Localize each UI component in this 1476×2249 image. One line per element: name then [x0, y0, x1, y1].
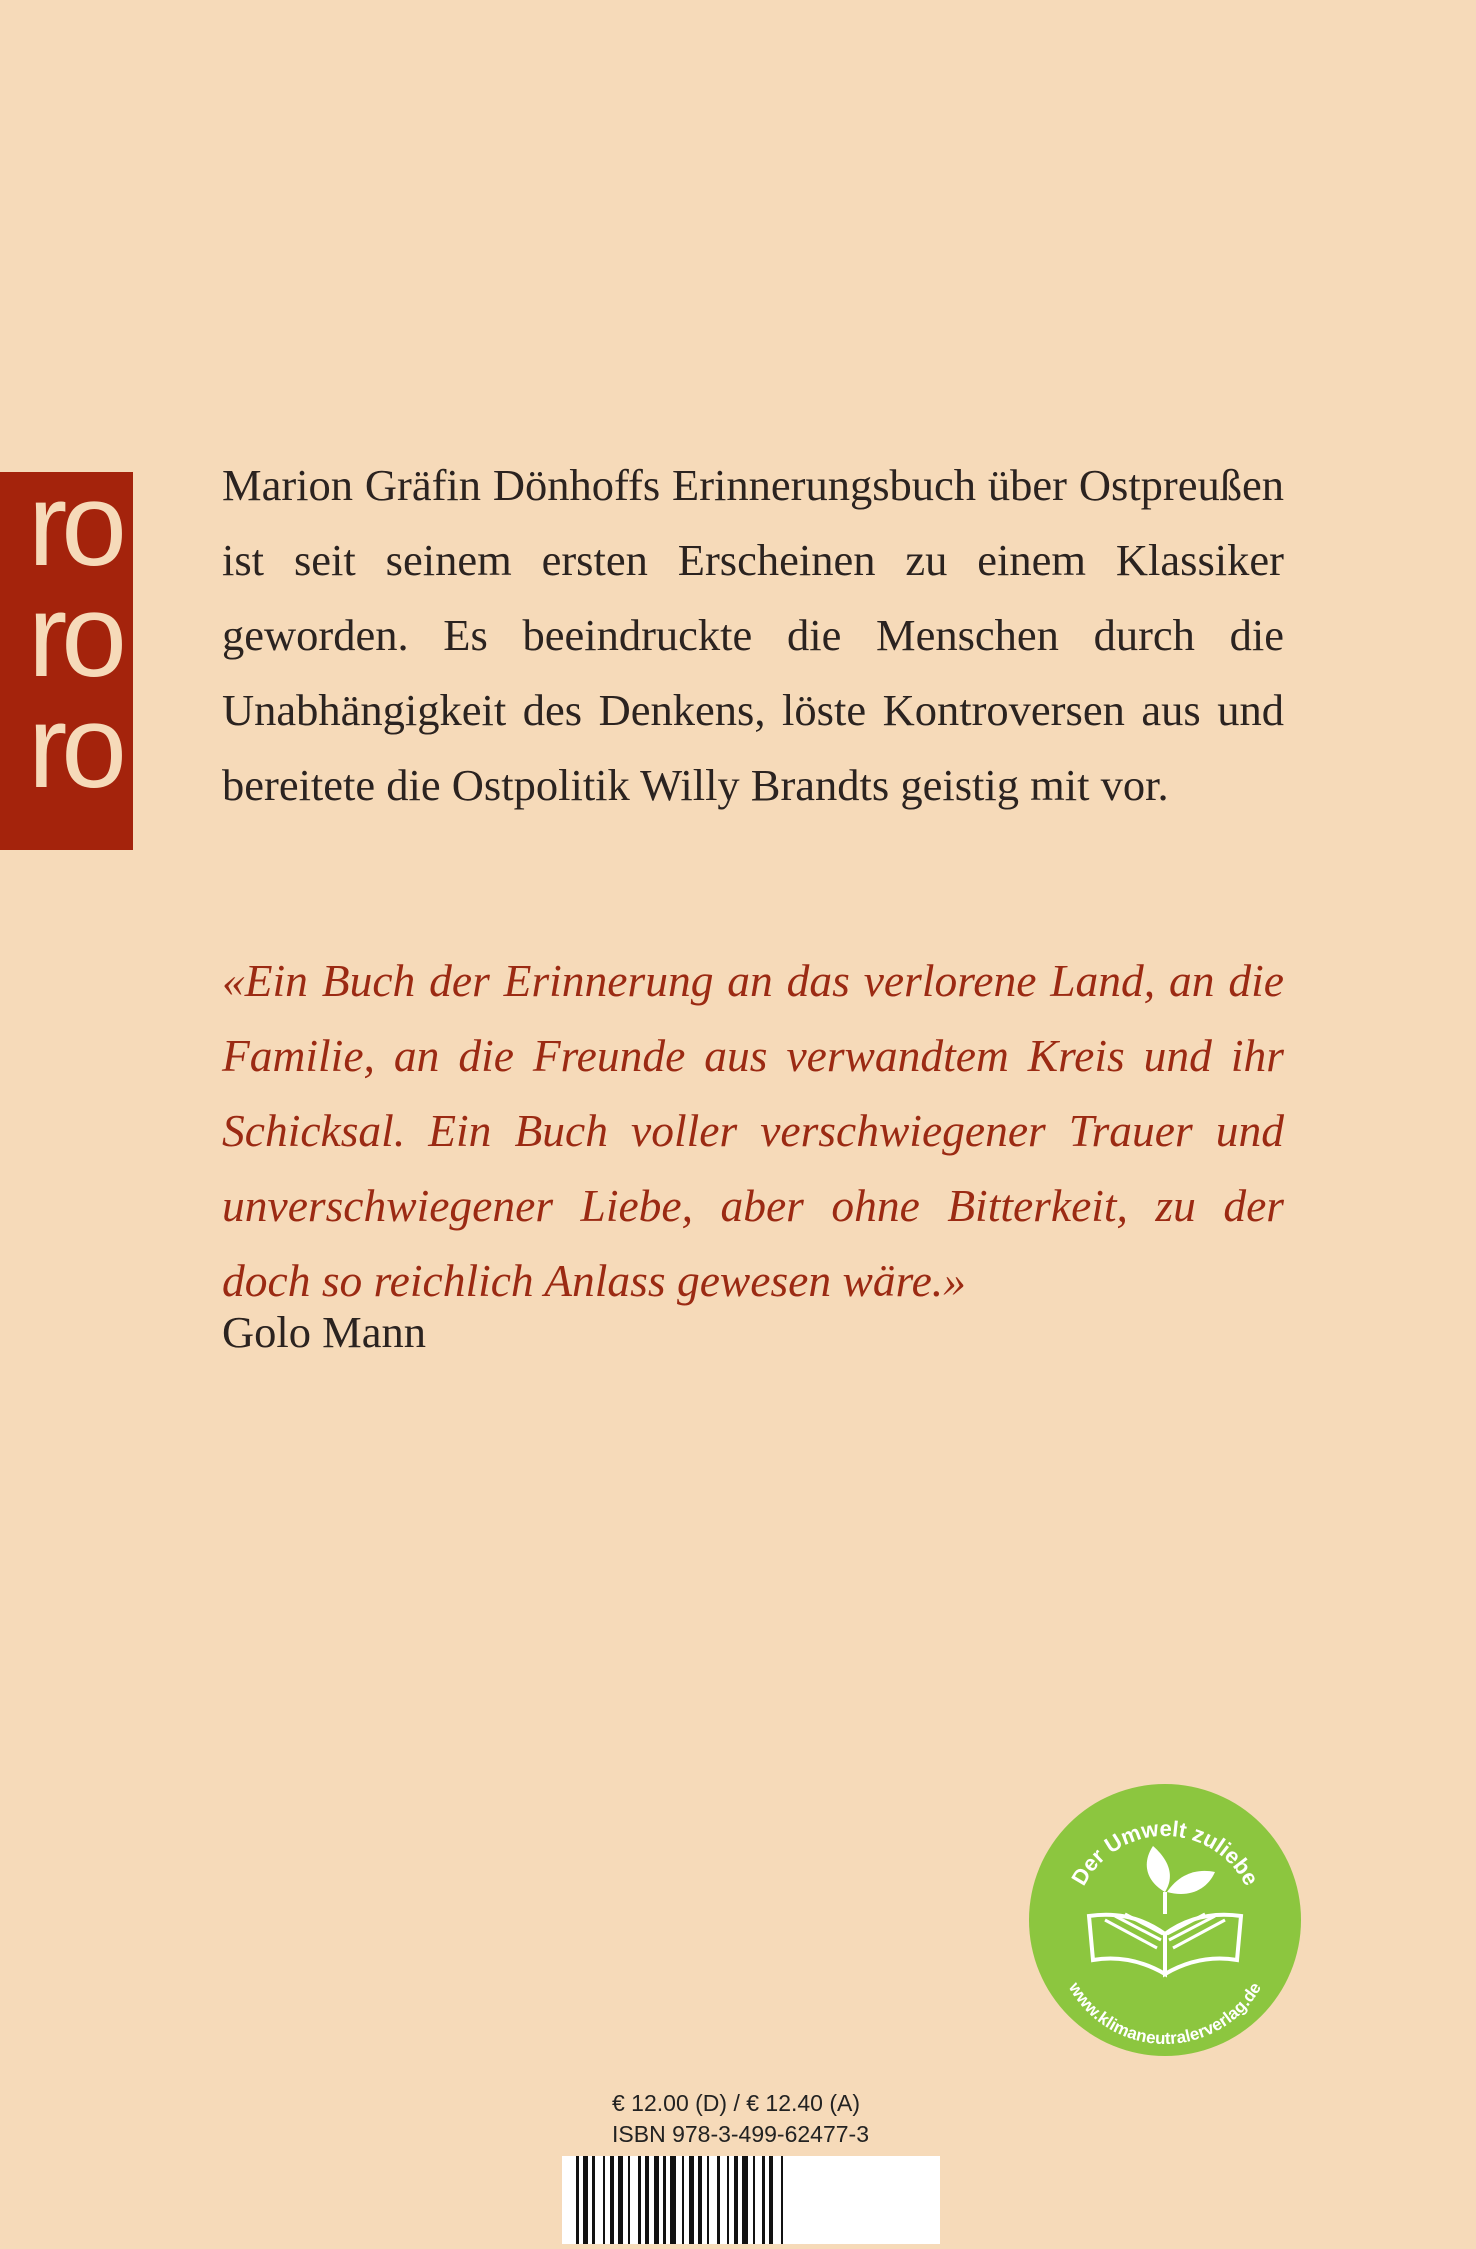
rororo-logo — [0, 472, 133, 850]
badge-graphic — [1029, 1784, 1301, 2056]
barcode-bar — [592, 2156, 595, 2244]
barcode-bar — [698, 2156, 702, 2244]
barcode-bar — [682, 2156, 684, 2244]
barcode-bar — [645, 2156, 649, 2244]
logo-line-1: ro — [28, 472, 121, 591]
barcode-bar — [742, 2156, 748, 2244]
barcode-bar — [689, 2156, 694, 2244]
barcode-bar — [781, 2156, 783, 2244]
quote-author: Golo Mann — [222, 1307, 426, 1357]
barcode-bar — [576, 2156, 579, 2244]
barcode-bar — [654, 2156, 659, 2244]
barcode-bar — [610, 2156, 614, 2244]
barcode-bar — [603, 2156, 605, 2244]
barcode-bar — [618, 2156, 623, 2244]
barcode-bar — [670, 2156, 676, 2244]
barcode — [562, 2156, 940, 2244]
review-quote: «Ein Buch der Erinnerung an das verlorene Land, an die Familie, an die Freunde aus verwandtem Kreis und ihr Schicksal. Ein Buch voller verschwiegener Trauer und unverschwiegener Liebe, aber ohne Bitterkeit, zu der doch so reichlich Anlass gewesen wäre.» — [222, 955, 1284, 1306]
barcode-bar — [727, 2156, 729, 2244]
barcode-bar — [663, 2156, 666, 2244]
price-label: € 12.00 (D) / € 12.40 (A) — [612, 2090, 861, 2116]
barcode-bar — [717, 2156, 720, 2244]
barcode-graphic — [562, 2156, 940, 2244]
barcode-bar — [769, 2156, 773, 2244]
logo-line-3: ro — [28, 681, 121, 813]
badge-top-text: Der Umwelt zuliebe — [1066, 1815, 1264, 1890]
barcode-bar — [583, 2156, 588, 2244]
barcode-bar — [707, 2156, 709, 2244]
climate-neutral-badge — [1029, 1784, 1301, 2056]
barcode-bar — [762, 2156, 765, 2244]
barcode-bar — [628, 2156, 630, 2244]
barcode-bar — [734, 2156, 738, 2244]
badge-bottom-text: www.klimaneutralerverlag.de — [1065, 1979, 1265, 2049]
barcode-bar — [638, 2156, 641, 2244]
book-blurb: Marion Gräfin Dönhoffs Erinnerungsbuch über Ostpreußen ist seit seinem ersten Erscheinen zu einem Klassiker geworden. Es beeindruckte die Menschen durch die Unabhängigkeit des Denkens, löste Kontroversen aus und bereitete die Ostpolitik Willy Brandts geistig mit vor. — [222, 460, 1284, 810]
barcode-bar — [753, 2156, 755, 2244]
isbn-label: ISBN 978-3-499-62477-3 — [612, 2121, 869, 2147]
logo-line-2: ro — [28, 570, 121, 702]
